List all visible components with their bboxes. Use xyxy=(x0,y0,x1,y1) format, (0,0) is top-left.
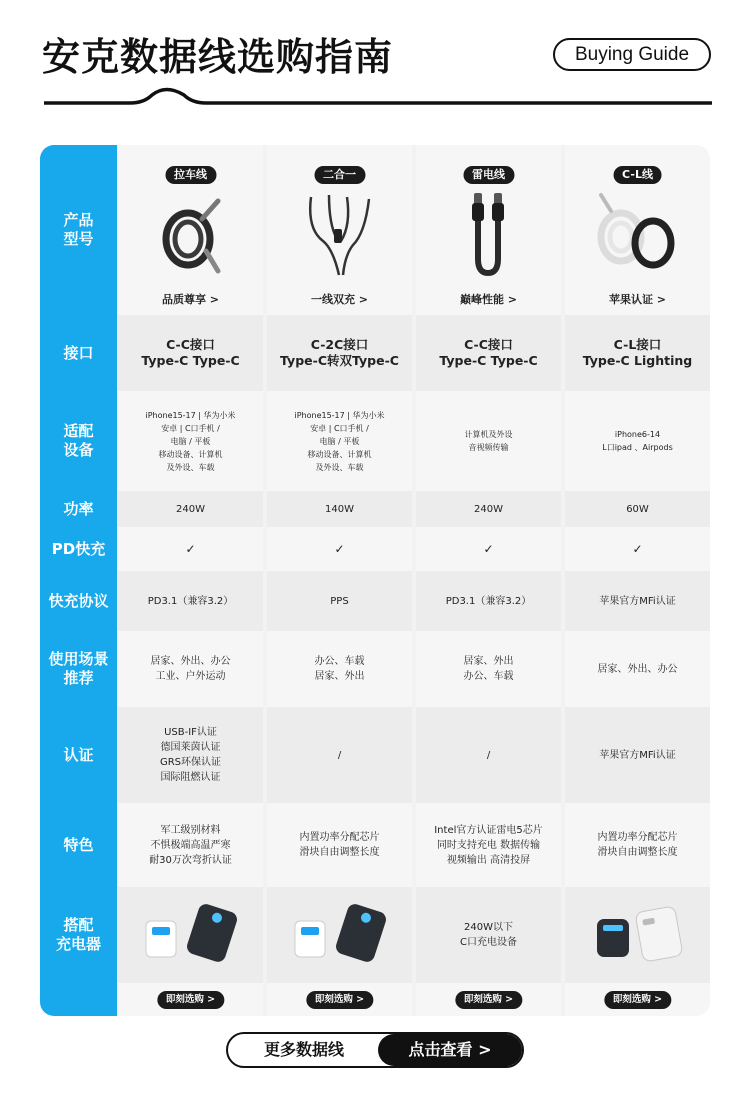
row-label-feature: 特色 xyxy=(63,835,94,854)
protocol-cell: PPS xyxy=(267,571,412,631)
devices-cell: iPhone6-14 L口ipad 、Airpods xyxy=(565,391,710,491)
row-label-scene: 使用场景 推荐 xyxy=(48,650,109,687)
feature-cell: 军工级别材料 不惧极端高温严寒 耐30万次弯折认证 xyxy=(118,803,263,887)
pd-check-cell: ✓ xyxy=(565,527,710,571)
charger-pair-icon xyxy=(136,899,246,969)
page-title: 安克数据线选购指南 xyxy=(42,35,394,79)
feature-cell: 内置功率分配芯片 滑块自由调整长度 xyxy=(267,803,412,887)
power-cell: 60W xyxy=(565,491,710,527)
pd-check-cell: ✓ xyxy=(416,527,561,571)
devices-cell: iPhone15-17 | 华为小米 安卓 | C口手机 / 电脑 / 平板 移动设备、计算机 及外设、车载 xyxy=(118,391,263,491)
view-now-button[interactable]: 点击查看 > xyxy=(378,1034,522,1066)
buy-now-button[interactable]: 即刻选购 > xyxy=(157,991,224,1009)
product-tag: 拉车线 xyxy=(165,166,216,184)
product-link[interactable]: 一线双充 > xyxy=(267,282,412,315)
buy-now-button[interactable]: 即刻选购 > xyxy=(455,991,522,1009)
row-label-column xyxy=(40,145,117,1016)
devices-cell: iPhone15-17 | 华为小米 安卓 | C口手机 / 电脑 / 平板 移动设备、计算机 及外设、车载 xyxy=(267,391,412,491)
row-label-pd: PD快充 xyxy=(51,539,106,558)
scene-cell: 居家、外出、办公 工业、户外运动 xyxy=(118,631,263,707)
devices-cell: 计算机及外设 音视频传输 xyxy=(416,391,561,491)
buy-now-button[interactable]: 即刻选购 > xyxy=(604,991,671,1009)
power-cell: 240W xyxy=(118,491,263,527)
interface-cell: C-2C接口 Type-C转双Type-C xyxy=(267,315,412,391)
protocol-cell: PD3.1（兼容3.2） xyxy=(118,571,263,631)
feature-cell: Intel官方认证雷电5芯片 同时支持充电 数据传输 视频输出 高清投屏 xyxy=(416,803,561,887)
cert-cell: USB-IF认证 德国莱茵认证 GRS环保认证 国际阻燃认证 xyxy=(118,707,263,803)
power-cell: 240W xyxy=(416,491,561,527)
more-cables-label: 更多数据线 xyxy=(263,1040,344,1059)
decorative-divider xyxy=(44,86,712,106)
interface-cell: C-L接口 Type-C Lighting xyxy=(565,315,710,391)
feature-cell: 内置功率分配芯片 滑块自由调整长度 xyxy=(565,803,710,887)
cert-cell: / xyxy=(267,707,412,803)
product-column-4 xyxy=(565,145,710,1016)
scene-cell: 居家、外出、办公 xyxy=(565,631,710,707)
charger-cell: 240W以下 C口充电设备 xyxy=(416,887,561,983)
charger-pair-icon xyxy=(285,899,395,969)
row-label-devices: 适配 设备 xyxy=(63,422,94,459)
power-cell: 140W xyxy=(267,491,412,527)
lightning-cable-icon xyxy=(587,189,687,277)
pd-check-cell: ✓ xyxy=(118,527,263,571)
split-cable-icon xyxy=(289,189,389,277)
product-column-3 xyxy=(416,145,561,1016)
row-label-interface: 接口 xyxy=(63,343,94,362)
product-tag: C-L线 xyxy=(613,166,662,184)
buying-guide-badge: Buying Guide xyxy=(553,38,711,71)
row-label-charger: 搭配 充电器 xyxy=(55,916,101,953)
scene-cell: 办公、车载 居家、外出 xyxy=(267,631,412,707)
row-label-protocol: 快充协议 xyxy=(48,591,109,610)
row-label-power: 功率 xyxy=(63,499,94,518)
protocol-cell: PD3.1（兼容3.2） xyxy=(416,571,561,631)
pd-check-cell: ✓ xyxy=(267,527,412,571)
protocol-cell: 苹果官方MFi认证 xyxy=(565,571,710,631)
product-link[interactable]: 苹果认证 > xyxy=(565,282,710,315)
product-link[interactable]: 巅峰性能 > xyxy=(416,282,561,315)
buy-now-button[interactable]: 即刻选购 > xyxy=(306,991,373,1009)
product-column-2 xyxy=(267,145,412,1016)
product-column-1 xyxy=(118,145,263,1016)
row-label-model: 产品 型号 xyxy=(63,211,94,248)
cert-cell: 苹果官方MFi认证 xyxy=(565,707,710,803)
comparison-table xyxy=(40,145,710,1016)
more-cables-button[interactable] xyxy=(226,1032,524,1068)
thunderbolt-cable-icon xyxy=(438,189,538,277)
product-tag: 雷电线 xyxy=(463,166,514,184)
charger-pair-white-icon xyxy=(583,899,693,969)
scene-cell: 居家、外出 办公、车载 xyxy=(416,631,561,707)
interface-cell: C-C接口 Type-C Type-C xyxy=(416,315,561,391)
braided-cable-coil-icon xyxy=(140,189,240,277)
row-label-cert: 认证 xyxy=(63,745,94,764)
product-link[interactable]: 品质尊享 > xyxy=(118,282,263,315)
cert-cell: / xyxy=(416,707,561,803)
product-tag: 二合一 xyxy=(314,166,365,184)
interface-cell: C-C接口 Type-C Type-C xyxy=(118,315,263,391)
